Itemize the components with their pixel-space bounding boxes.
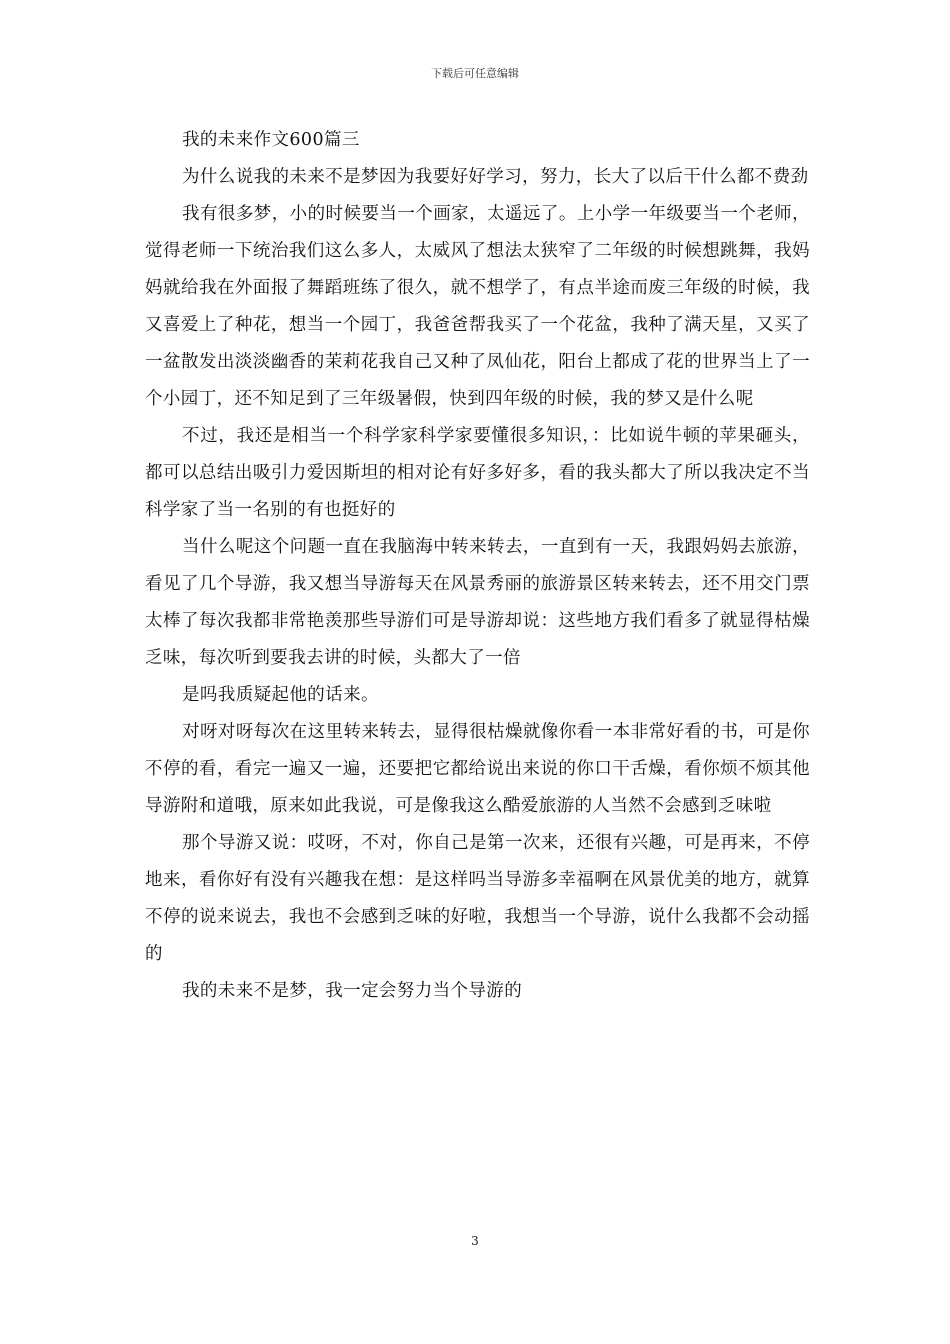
paragraph: 为什么说我的未来不是梦因为我要好好学习，努力，长大了以后干什么都不费劲 <box>182 167 809 187</box>
paragraph: 是吗我质疑起他的话来。 <box>182 685 379 705</box>
page-number: 3 <box>471 1234 479 1248</box>
paragraph: 不过，我还是相当一个科学家科学家要懂很多知识，：比如说牛顿的苹果砸头，都可以总结出吸引力爱因斯坦的相对论有好多好多，看的我头都大了所以我决定不当科学家了当一名别的有也挺好的 <box>145 426 810 520</box>
essay-title: 我的未来作文600篇三 <box>182 130 360 150</box>
paragraph: 我的未来不是梦，我一定会努力当个导游的 <box>182 981 523 1001</box>
paragraph: 我有很多梦，小的时候要当一个画家，太遥远了。上小学一年级要当一个老师，觉得老师一下统治我们这么多人，太威风了想法太狭窄了二年级的时候想跳舞，我妈妈就给我在外面报了舞蹈班练了很久，就不想学了，有点半途而废三年级的时候，我又喜爱上了种花，想当一个园丁，我爸爸帮我买了一个花盆，我种了满天星，又买了一盆散发出淡淡幽香的茉莉花我自己又种了凤仙花，阳台上都成了花的世界当上了一个小园丁，还不知足到了三年级暑假，快到四年级的时候，我的梦又是什么呢 <box>145 204 810 409</box>
page-header: 下载后可任意编辑 <box>431 67 519 80</box>
document-body <box>145 122 810 1010</box>
paragraph: 当什么呢这个问题一直在我脑海中转来转去，一直到有一天，我跟妈妈去旅游，看见了几个导游，我又想当导游每天在风景秀丽的旅游景区转来转去，还不用交门票太棒了每次我都非常艳羡那些导游们可是导游却说：这些地方我们看多了就显得枯燥乏味，每次听到要我去讲的时候，头都大了一倍 <box>145 537 810 668</box>
paragraph: 那个导游又说：哎呀，不对，你自己是第一次来，还很有兴趣，可是再来，不停地来，看你好有没有兴趣我在想：是这样吗当导游多幸福啊在风景优美的地方，就算不停的说来说去，我也不会感到乏味的好啦，我想当一个导游，说什么我都不会动摇的 <box>145 833 810 964</box>
paragraph: 对呀对呀每次在这里转来转去，显得很枯燥就像你看一本非常好看的书，可是你不停的看，看完一遍又一遍，还要把它都给说出来说的你口干舌燥，看你烦不烦其他导游附和道哦，原来如此我说，可是像我这么酷爱旅游的人当然不会感到乏味啦 <box>145 722 810 816</box>
